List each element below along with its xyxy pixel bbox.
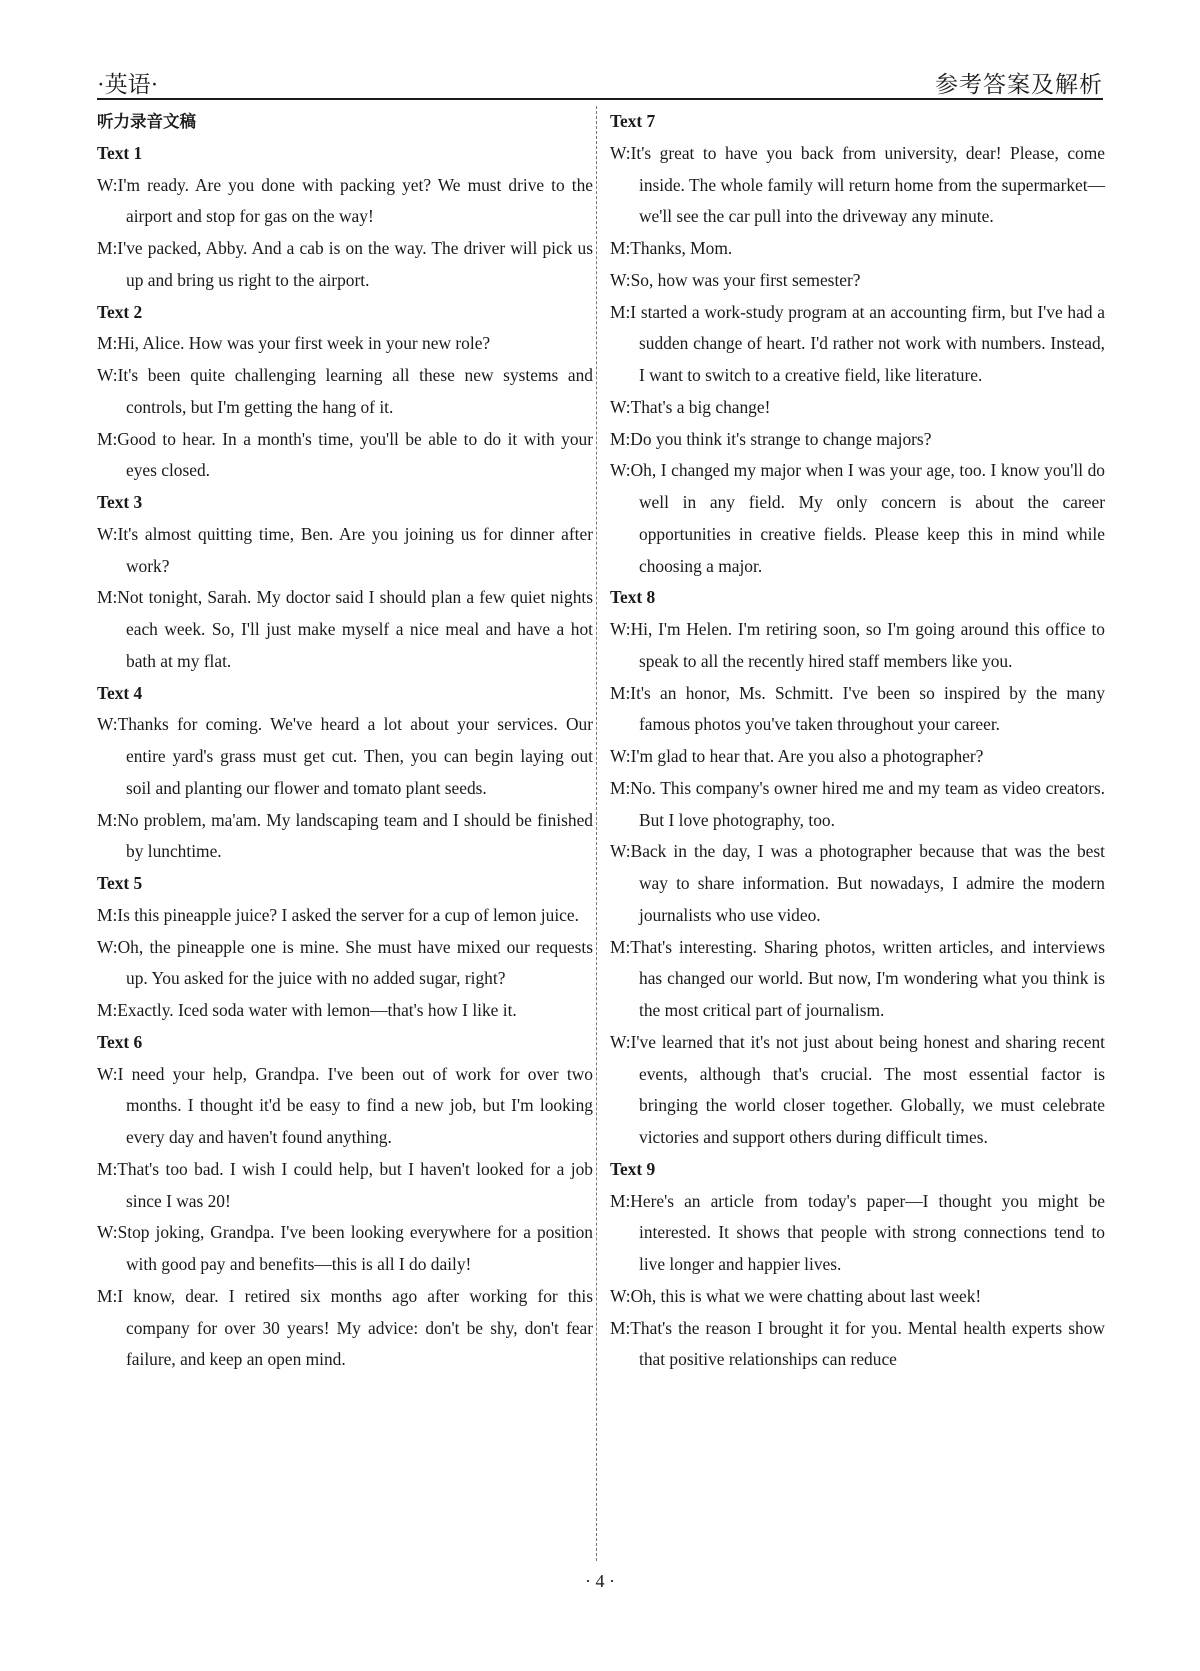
dialogue-line: W:It's great to have you back from university, dear! Please, come inside. The whole family will return home from the supermarket—we'll see the car pull into the driveway any minute. — [610, 142, 1105, 227]
page-header — [97, 62, 1103, 100]
dialogue-line: M:No. This company's owner hired me and my team as video creators. But I love photography, too. — [610, 777, 1105, 830]
dialogue-line: W:That's a big change! — [610, 396, 771, 417]
dialogue-line: M:I've packed, Abby. And a cab is on the way. The driver will pick us up and bring us right to the airport. — [97, 238, 593, 290]
dialogue-line: M:Here's an article from today's paper—I thought you might be interested. It shows that people with strong connections tend to live longer and happier lives. — [610, 1190, 1105, 1274]
text-title: Text 9 — [610, 1158, 656, 1179]
dialogue-line: M:That's interesting. Sharing photos, written articles, and interviews has changed our world. But now, I'm wondering what you think is the most critical part of journalism. — [610, 936, 1105, 1020]
dialogue-line: W:Stop joking, Grandpa. I've been looking everywhere for a position with good pay and benefits—this is all I do daily! — [97, 1222, 593, 1274]
header-title: 参考答案及解析 — [935, 72, 1103, 97]
right-column — [610, 106, 1105, 1376]
section-title: 听力录音文稿 — [97, 112, 196, 131]
dialogue-line: M:I started a work-study program at an accounting firm, but I've had a sudden change of heart. I'd rather not work with numbers. Instead, I want to switch to a creative field, like literature. — [610, 301, 1105, 385]
dialogue-line: M:Hi, Alice. How was your first week in your new role? — [97, 333, 491, 354]
text-title: Text 8 — [610, 587, 656, 608]
text-title: Text 2 — [97, 301, 143, 322]
dialogue-line: M:Not tonight, Sarah. My doctor said I should plan a few quiet nights each week. So, I'll just make myself a nice meal and have a hot bath at my flat. — [97, 587, 593, 671]
column-divider — [596, 106, 597, 1561]
text-title: Text 1 — [97, 142, 143, 163]
dialogue-line: M:Do you think it's strange to change majors? — [610, 428, 932, 449]
dialogue-line: W:It's been quite challenging learning all these new systems and controls, but I'm getting the hang of it. — [97, 365, 593, 417]
text-title: Text 3 — [97, 492, 143, 512]
dialogue-line: W:Back in the day, I was a photographer because that was the best way to share information. But nowadays, I admire the modern journalists who use video. — [610, 841, 1105, 925]
dialogue-line: W:I need your help, Grandpa. I've been out of work for over two months. I thought it'd be easy to find a new job, but I'm looking every day and haven't found anything. — [97, 1063, 593, 1147]
text-title: Text 6 — [97, 1031, 143, 1052]
dialogue-line: W:I'm ready. Are you done with packing yet? We must drive to the airport and stop for gas on the way! — [97, 174, 593, 227]
text-title: Text 5 — [97, 873, 143, 893]
text-title: Text 7 — [610, 111, 656, 131]
dialogue-line: W:Thanks for coming. We've heard a lot about your services. Our entire yard's grass must get cut. Then, you can begin laying out soil and planting our flower and tomato plant seeds. — [97, 714, 593, 798]
dialogue-line: M:Thanks, Mom. — [610, 238, 733, 258]
dialogue-line: M:Exactly. Iced soda water with lemon—that's how I like it. — [97, 1000, 517, 1020]
dialogue-line: M:That's the reason I brought it for you. Mental health experts show that positive relationships can reduce — [610, 1317, 1105, 1370]
dialogue-line: M:Good to hear. In a month's time, you'll be able to do it with your eyes closed. — [97, 428, 593, 481]
dialogue-line: W:Hi, I'm Helen. I'm retiring soon, so I'm going around this office to speak to all the recently hired staff members like you. — [610, 619, 1105, 671]
dialogue-line: W:It's almost quitting time, Ben. Are you joining us for dinner after work? — [97, 523, 593, 576]
dialogue-line: W:I've learned that it's not just about being honest and sharing recent events, although that's crucial. The most essential factor is bringing the world closer together. Globally, we must celebrate victories and support others during difficult times. — [610, 1031, 1105, 1147]
header-subject: ·英语· — [97, 72, 159, 97]
dialogue-line: M:It's an honor, Ms. Schmitt. I've been so inspired by the many famous photos you've taken throughout your career. — [610, 682, 1105, 735]
dialogue-line: M:I know, dear. I retired six months ago after working for this company for over 30 years! My advice: don't be shy, don't fear failure, and keep an open mind. — [97, 1285, 593, 1370]
dialogue-line: M:That's too bad. I wish I could help, but I haven't looked for a job since I was 20! — [97, 1158, 593, 1211]
dialogue-line: M:Is this pineapple juice? I asked the server for a cup of lemon juice. — [97, 904, 579, 925]
left-column — [97, 106, 593, 1376]
dialogue-line: W:I'm glad to hear that. Are you also a photographer? — [610, 746, 984, 766]
dialogue-line: W:So, how was your first semester? — [610, 269, 861, 290]
page-number: · 4 · — [585, 1571, 615, 1591]
dialogue-line: W:Oh, this is what we were chatting about last week! — [610, 1285, 982, 1306]
dialogue-line: W:Oh, I changed my major when I was your age, too. I know you'll do well in any field. My only concern is about the career opportunities in creative fields. Please keep this in mind while choosing a major. — [610, 460, 1105, 576]
text-title: Text 4 — [97, 682, 143, 703]
dialogue-line: W:Oh, the pineapple one is mine. She must have mixed our requests up. You asked for the juice with no added sugar, right? — [97, 936, 593, 989]
dialogue-line: M:No problem, ma'am. My landscaping team and I should be finished by lunchtime. — [97, 809, 593, 862]
